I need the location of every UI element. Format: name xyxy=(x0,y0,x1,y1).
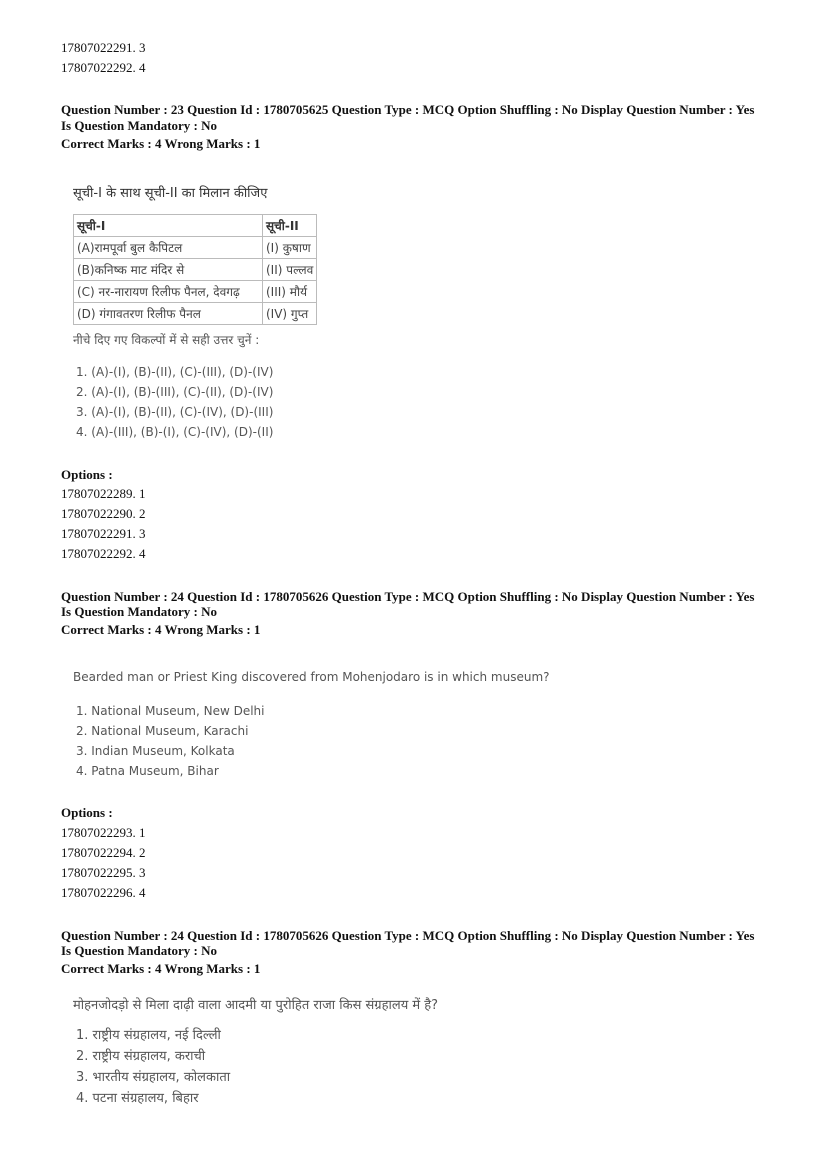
question-marks: Correct Marks : 4 Wrong Marks : 1 xyxy=(61,136,261,151)
choice-item: 3. (A)-(I), (B)-(II), (C)-(IV), (D)-(III) xyxy=(76,405,274,419)
table-cell: (I) कुषाण xyxy=(263,237,317,259)
table-cell: (II) पल्लव xyxy=(263,259,317,281)
choice-item: 4. पटना संग्रहालय, बिहार xyxy=(76,1091,199,1106)
table-cell: (C) नर-नारायण रिलीफ पैनल, देवगढ़ xyxy=(74,281,263,303)
question-header: Question Number : 24 Question Id : 1780705626 Question Type : MCQ Option Shuffling : No Display Question Number : Yes xyxy=(61,589,755,604)
choice-item: 1. राष्ट्रीय संग्रहालय, नई दिल्ली xyxy=(76,1028,221,1043)
question-header: Question Number : 24 Question Id : 1780705626 Question Type : MCQ Option Shuffling : No Display Question Number : Yes xyxy=(61,928,755,943)
question-text: Bearded man or Priest King discovered from Mohenjodaro is in which museum? xyxy=(73,670,550,684)
table-cell: (IV) गुप्त xyxy=(263,303,317,325)
question-marks: Correct Marks : 4 Wrong Marks : 1 xyxy=(61,961,261,976)
table-cell: (III) मौर्य xyxy=(263,281,317,303)
choice-prompt: नीचे दिए गए विकल्पों में से सही उत्तर चुनें : xyxy=(73,333,260,347)
choice-item: 2. (A)-(I), (B)-(III), (C)-(II), (D)-(IV) xyxy=(76,385,274,399)
question-marks: Correct Marks : 4 Wrong Marks : 1 xyxy=(61,622,261,637)
table-cell: (B)कनिष्क माट मंदिर से xyxy=(74,259,263,281)
choice-item: 2. राष्ट्रीय संग्रहालय, कराची xyxy=(76,1049,206,1064)
table-cell: (D) गंगावतरण रिलीफ पैनल xyxy=(74,303,263,325)
option-line: 17807022294. 2 xyxy=(61,845,146,860)
match-table xyxy=(73,214,317,325)
option-line: 17807022291. 3 xyxy=(61,40,146,55)
option-line: 17807022291. 3 xyxy=(61,526,146,541)
option-line: 17807022292. 4 xyxy=(61,546,146,561)
option-line: 17807022289. 1 xyxy=(61,486,146,501)
options-label: Options : xyxy=(61,805,113,820)
question-mandatory: Is Question Mandatory : No xyxy=(61,604,218,619)
question-mandatory: Is Question Mandatory : No xyxy=(61,118,218,133)
table-header: सूची-II xyxy=(263,215,317,237)
choice-item: 1. National Museum, New Delhi xyxy=(76,704,265,718)
table-header: सूची-I xyxy=(74,215,263,237)
option-line: 17807022290. 2 xyxy=(61,506,146,521)
choice-list xyxy=(76,364,336,446)
choice-list xyxy=(76,703,336,783)
options-label: Options : xyxy=(61,467,113,482)
table-cell: (A)रामपूर्वा बुल कैपिटल xyxy=(74,237,263,259)
choice-item: 3. भारतीय संग्रहालय, कोलकाता xyxy=(76,1070,231,1085)
option-line: 17807022295. 3 xyxy=(61,865,146,880)
choice-item: 2. National Museum, Karachi xyxy=(76,724,249,738)
option-line: 17807022296. 4 xyxy=(61,885,146,900)
choice-list xyxy=(76,1028,336,1112)
question-header: Question Number : 23 Question Id : 1780705625 Question Type : MCQ Option Shuffling : No Display Question Number : Yes xyxy=(61,102,755,117)
option-line: 17807022292. 4 xyxy=(61,60,146,75)
question-mandatory: Is Question Mandatory : No xyxy=(61,943,218,958)
question-text: मोहनजोदड़ो से मिला दाढ़ी वाला आदमी या पुरोहित राजा किस संग्रहालय में है? xyxy=(73,998,439,1013)
choice-item: 4. Patna Museum, Bihar xyxy=(76,764,219,778)
choice-item: 4. (A)-(III), (B)-(I), (C)-(IV), (D)-(II) xyxy=(76,425,274,439)
choice-item: 1. (A)-(I), (B)-(II), (C)-(III), (D)-(IV) xyxy=(76,365,274,379)
choice-item: 3. Indian Museum, Kolkata xyxy=(76,744,235,758)
match-instruction: सूची-I के साथ सूची-II का मिलान कीजिए xyxy=(73,186,268,201)
option-line: 17807022293. 1 xyxy=(61,825,146,840)
